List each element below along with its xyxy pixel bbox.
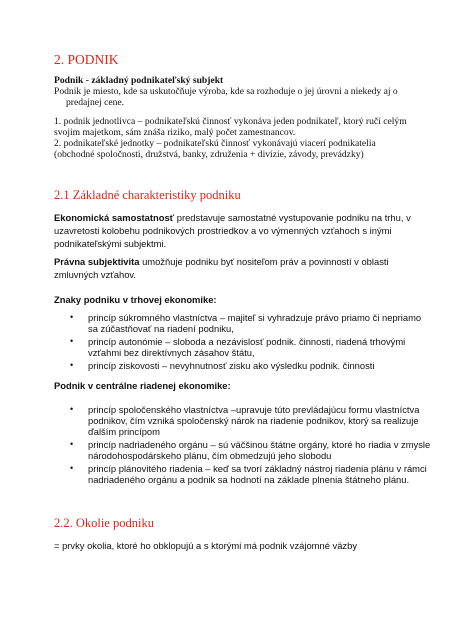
point2-line-2: (obchodné spoločnosti, družstvá, banky, združenia + divízie, závody, prevádzky) — [54, 149, 364, 160]
bullet-icon: • — [70, 312, 74, 322]
ekonomicka-line-3: podnikateľskými subjektmi. — [54, 238, 167, 249]
list-item: • princíp ziskovosti – nevyhnutnosť zisku ako výsledku podnik. činnosti — [70, 360, 375, 371]
bullet-icon: • — [70, 360, 74, 370]
centralna-list — [60, 404, 430, 485]
section-heading-charakteristiky: 2.1 Základné charakteristiky podniku — [54, 188, 241, 202]
okolie-text: = prvky okolia, ktoré ho obklopujú a s ktorými má podnik vzájomné väzby — [54, 540, 358, 551]
bullet-icon: • — [70, 439, 74, 449]
list-item: • princíp autonómie – sloboda a nezávislosť podnik. činnosti, riadená trhovými vzťahmi bez direktívnych zásahov štátu, — [70, 336, 406, 358]
trhova-heading: Znaky podniku v trhovej ekonomike: — [54, 294, 217, 305]
list-item: • princíp nadriadeného orgánu – sú väčšinou štátne orgány, ktoré ho riadia v zmysle národohospodárskeho plánu, čím obmedzujú jeho slobodu — [70, 439, 431, 461]
centralna-heading: Podnik v centrálne riadenej ekonomike: — [54, 380, 231, 391]
subtitle: Podnik - základný podnikateľský subjekt — [54, 75, 224, 86]
trhova-list — [60, 312, 421, 371]
ekonomicka-line-2: uzavretosti kolobehu podnikových prostriedkov a vo výmenných vzťahoch s inými — [54, 225, 392, 236]
pravna-line-1: Právna subjektivita umožňuje podniku byť nositeľom práv a povinností v oblasti — [54, 256, 389, 267]
bullet-icon: • — [70, 336, 74, 346]
intro-line-2: predajnej cene. — [66, 97, 125, 108]
list-item: • princíp plánovitého riadenia – keď sa tvorí základný nástroj riadenia plánu v rámci nadriadeného orgánu a podnik sa hodnotí na základe plnenia štátneho plánu. — [70, 463, 427, 485]
ekonomicka-line-1: Ekonomická samostatnosť predstavuje samostatné vystupovanie podniku na trhu, v — [54, 212, 411, 223]
point1-line-1: 1. podnik jednotlivca – podnikateľskú činnosť vykonáva jeden podnikateľ, ktorý ručí celým — [54, 116, 407, 127]
bullet-icon: • — [70, 404, 74, 414]
list-item: • princíp spoločenského vlastníctva –upravuje túto prevládajúcu formu vlastníctva podnikov, čím vzniká spoločenský nárok na riadenie podnikov, ktorý sa realizuje ďalším princípom — [70, 404, 420, 437]
bullet-icon: • — [70, 463, 74, 473]
intro-line-1: Podnik je miesto, kde sa uskutočňuje výroba, kde sa rozhoduje o jej úrovni a niekedy aj o — [54, 86, 398, 97]
pravna-line-2: zmluvných vzťahov. — [54, 269, 137, 280]
point2-line-1: 2. podnikateľské jednotky – podnikateľskú činnosť vykonávajú viacerí podnikatelia — [54, 138, 376, 149]
list-item: • princíp súkromného vlastníctva – majiteľ si vyhradzuje právo priamo či nepriamo sa zúčastňovať na riadení podniku, — [70, 312, 422, 334]
point1-line-2: svojim majetkom, sám znáša riziko, malý počet zamestnancov. — [54, 127, 296, 138]
section-heading-podnik: 2. PODNIK — [54, 52, 119, 67]
section-heading-okolie: 2.2. Okolie podniku — [54, 516, 154, 530]
